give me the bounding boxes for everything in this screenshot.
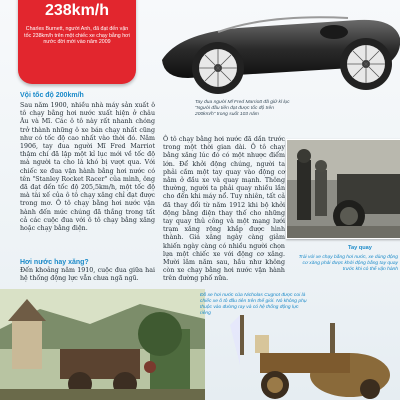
cugnot-caption: Đồ xe hơi nước của Nicholas Cugnot được coi là chiếc xe ô tô đầu tiên trên thế giới. Nó không phụ thuộc vào đường ray và có hệ thống động lực riêng <box>200 293 307 316</box>
callout-text: Charles Burnett, người Anh, đã đạt đến vận tốc 238km/h trên một chiếc xe chạy bằng hơi nước đời mới vào năm 2009 <box>24 26 130 46</box>
crank-caption: Trái với xe chạy bằng hơi nước, xe dùng động cơ xăng phải được khởi động bằng tay quay trước khi có thể vận hành <box>298 255 398 272</box>
steam-carriage-illustration <box>220 305 400 400</box>
callout-speed: 238km/h <box>44 2 110 19</box>
cugnot-steam-carriage-painting <box>0 289 205 400</box>
top-car-caption: Tay đua người Mĩ Fred Marriott đã giữ kỉ lục “Người đầu tiên đạt được tốc độ trên 200km/h” trong suốt 103 năm <box>195 100 290 117</box>
crank-start-photo <box>286 139 400 239</box>
column2-text: Ô tô chạy bằng hơi nước đã dần trước trong một thời gian dài. Ô tô chạy bằng xăng lúc đó có một nhược điểm lớn. Để khởi động chúng, người ta phải cầm một tay quay vào động cơ nằm ở đầu xe và quay mạnh. Thông thường, người ta phải quay nhiều lần cho đến khi máy nổ. Tuy nhiên, tất cả đã thay đổi từ năm 1912 khi bộ khởi động bằng điện thay thế cho những tay quay thủ công và một mạng lưới trạm xăng rộng khắp được hình thành. Giá xăng ngày càng giảm khiến ngày càng có nhiều người chọn lựa một chiếc xe với động cơ xăng. Mười lăm năm sau, hầu như không còn xe chạy bằng hơi nước vận hành trên đường phố nữa. <box>163 136 285 283</box>
crank-label: Tay quay <box>348 245 372 251</box>
speed-callout <box>18 0 136 84</box>
section-steam-or-gas-text: Đến khoảng năm 1910, cuộc đua giữa hai hệ thống động lực vẫn chưa ngã ngũ. <box>20 267 155 283</box>
section-heading-speed: Vội tốc độ 200km/h <box>20 92 84 99</box>
section-heading-steam-or-gas: Hơi nước hay xăng? <box>20 259 89 266</box>
steam-race-car-image <box>148 0 400 104</box>
section-speed-text: Sau năm 1900, nhiều nhà máy sản xuất ô tô chạy bằng hơi nước xuất hiện ở châu Âu và Mĩ. Các ô tô này rất nhanh chóng trở thành những ô xe bán chạy nhất cũng như có tốc độ cao nhất vào thời đó. Năm 1906, tay đua người Mĩ Fred Marriot thậm chí đã lập một kỉ lục mới về tốc độ mà người ta cho là khó bị vượt qua. Với chiếc xe đua vận hành bằng hơi nước có tên "Stanley Rocket Racer" của mình, ông đã đạt đến tốc độ 205,5km/h, một tốc độ mà tài xế của ô tô chạy xăng chỉ đạt được trong mơ. Ô tô chạy bằng hơi nước vận hành đến mức chúng đã thắng trong tất cả các cuộc đua với ô tô chạy bằng xăng hoặc chạy bằng điện. <box>20 102 155 233</box>
